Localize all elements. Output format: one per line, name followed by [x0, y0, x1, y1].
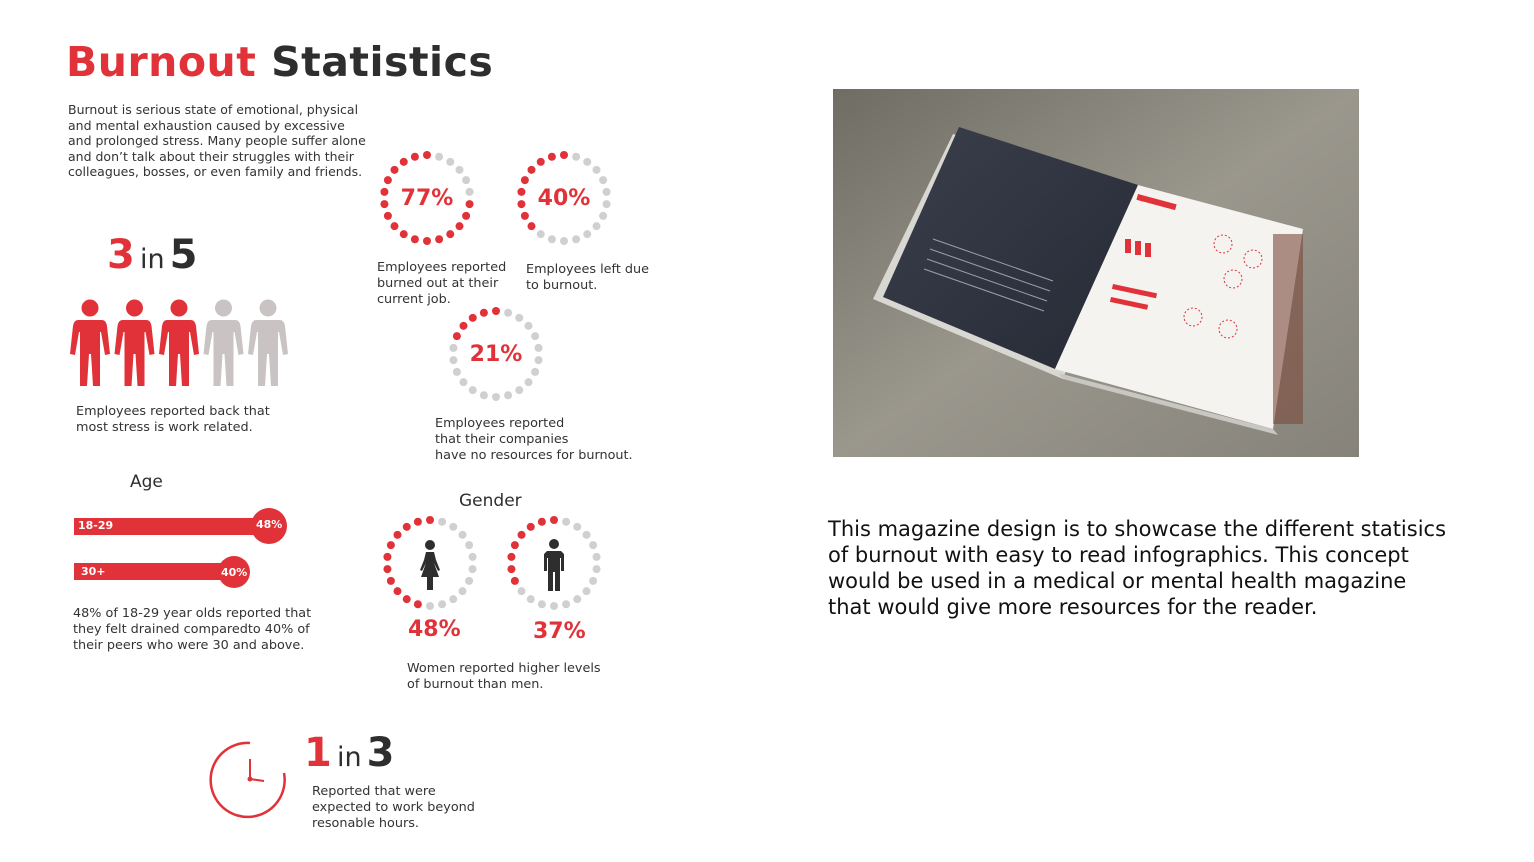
ring-men-dot [527, 523, 535, 531]
caption-line: 48% of 18-29 year olds reported that [73, 606, 312, 621]
ring-women-dot [394, 531, 402, 539]
title-word-statistics: Statistics [271, 38, 494, 86]
design-description [828, 516, 1468, 620]
stat-3-in-5-num2: 5 [169, 232, 198, 278]
people-icons [68, 298, 293, 390]
ring-21-value: 21% [469, 341, 523, 367]
page-title [66, 38, 493, 86]
ring-men-dot [518, 531, 526, 539]
ring-21 [446, 305, 546, 403]
caption-line: Employees reported back that [76, 404, 270, 419]
intro-paragraph: Burnout is serious state of emotional, physical and mental exhaustion caused by excessive and prolonged stress. Many people suffer alone and don’t talk about their struggles with their colleagues, bosses, or even family and friends. [68, 102, 366, 180]
ring-men-dot [583, 587, 591, 595]
ring-women-dot [394, 587, 402, 595]
ring-men-dot [589, 541, 597, 549]
ring-women-dot [387, 577, 395, 585]
stat-1-in-3-in: in [336, 742, 362, 773]
ring-women-dot [449, 595, 457, 603]
description-line: that would give more resources for the reader. [828, 595, 1318, 619]
ring-women-dot [426, 602, 434, 610]
ring-men-dot [507, 565, 515, 573]
stat-1-in-3-caption [312, 784, 475, 832]
ring-men-dot [589, 577, 597, 585]
ring-women-dot [459, 587, 467, 595]
ring-men-dot [550, 516, 558, 524]
ring-men-dot [511, 577, 519, 585]
ring-women-dot [403, 523, 411, 531]
age-bar-18-29-label: 18-29 [78, 519, 114, 532]
ring-dots-women [380, 514, 480, 612]
gender-caption [407, 661, 601, 693]
caption-line: most stress is work related. [76, 420, 253, 435]
caption-line: Employees reported [377, 260, 507, 275]
age-bar-30-plus-value: 40% [221, 566, 248, 579]
caption-line: burned out at their [377, 276, 499, 291]
ring-women-dot [387, 541, 395, 549]
gender-heading: Gender [459, 491, 522, 511]
stat-1-in-3 [304, 730, 395, 776]
men-value: 37% [533, 619, 586, 644]
caption-line: Reported that were [312, 784, 436, 799]
person-icon [70, 300, 110, 387]
stat-1-in-3-num1: 1 [304, 730, 332, 776]
magazine-mockup-image [833, 89, 1359, 457]
ring-men-dot [593, 565, 601, 573]
ring-women-dot [426, 516, 434, 524]
age-bar-30-plus-label: 30+ [81, 565, 106, 578]
ring-men-dot [583, 531, 591, 539]
ring-men-dot [511, 541, 519, 549]
age-heading: Age [130, 472, 163, 492]
person-icon [159, 300, 199, 387]
ring-77 [377, 149, 477, 247]
ring-men-dot [562, 600, 570, 608]
clock-icon [208, 739, 290, 819]
caption-line: have no resources for burnout. [435, 448, 633, 463]
ring-women-dot [438, 600, 446, 608]
magazine-photo [833, 89, 1359, 457]
caption-line: resonable hours. [312, 816, 419, 831]
title-word-burnout: Burnout [66, 38, 257, 86]
caption-line: that their companies [435, 432, 569, 447]
ring-women-dot [449, 523, 457, 531]
caption-line: Employees reported [435, 416, 565, 431]
ring-women-dot [469, 553, 477, 561]
age-bar-18-29-value: 48% [256, 518, 283, 531]
ring-men-dot [562, 518, 570, 526]
caption-line: their peers who were 30 and above. [73, 638, 305, 653]
description-line: would be used in a medical or mental health magazine [828, 569, 1407, 593]
ring-men-dot [538, 600, 546, 608]
ring-women-dot [383, 553, 391, 561]
ring-women-dot [414, 518, 422, 526]
ring-women-dot [414, 600, 422, 608]
ring-men-dot [573, 523, 581, 531]
caption-line: current job. [377, 292, 451, 307]
ring-men-dot [507, 553, 515, 561]
caption-line: to burnout. [526, 278, 598, 293]
ring-men-dot [573, 595, 581, 603]
caption-line: they felt drained comparedto 40% of [73, 622, 310, 637]
age-caption [73, 606, 311, 654]
ring-40 [514, 149, 614, 247]
ring-women-dot [459, 531, 467, 539]
female-icon [420, 540, 440, 590]
ring-77-caption [377, 260, 506, 308]
ring-men [504, 514, 604, 612]
ring-women-dot [465, 541, 473, 549]
description-line: of burnout with easy to read infographics. This concept [828, 543, 1409, 567]
ring-40-value: 40% [537, 185, 591, 211]
ring-men-dot [527, 595, 535, 603]
ring-women-dot [383, 565, 391, 573]
description-line: This magazine design is to showcase the different statisics [828, 517, 1447, 541]
ring-women-dot [469, 565, 477, 573]
ring-dots-men [504, 514, 604, 612]
male-icon [544, 539, 564, 591]
ring-men-dot [550, 602, 558, 610]
caption-line: Women reported higher levels [407, 661, 601, 676]
stat-1-in-3-num2: 3 [366, 730, 395, 776]
caption-line: expected to work beyond [312, 800, 475, 815]
ring-women-dot [438, 518, 446, 526]
ring-women [380, 514, 480, 612]
women-value: 48% [408, 617, 461, 642]
ring-men-dot [518, 587, 526, 595]
ring-men-dot [593, 553, 601, 561]
person-icon [204, 300, 244, 387]
ring-women-dot [465, 577, 473, 585]
ring-21-caption [435, 416, 633, 464]
caption-line: Employees left due [526, 262, 650, 277]
stat-3-in-5-num1: 3 [107, 232, 135, 278]
ring-77-value: 77% [400, 185, 454, 211]
ring-men-dot [538, 518, 546, 526]
caption-line: of burnout than men. [407, 677, 544, 692]
person-icon [115, 300, 155, 387]
stat-3-in-5-caption [76, 404, 270, 436]
person-icon [248, 300, 288, 387]
stat-3-in-5-in: in [139, 244, 165, 275]
ring-40-caption [526, 262, 649, 294]
ring-women-dot [403, 595, 411, 603]
stat-3-in-5 [107, 232, 198, 278]
